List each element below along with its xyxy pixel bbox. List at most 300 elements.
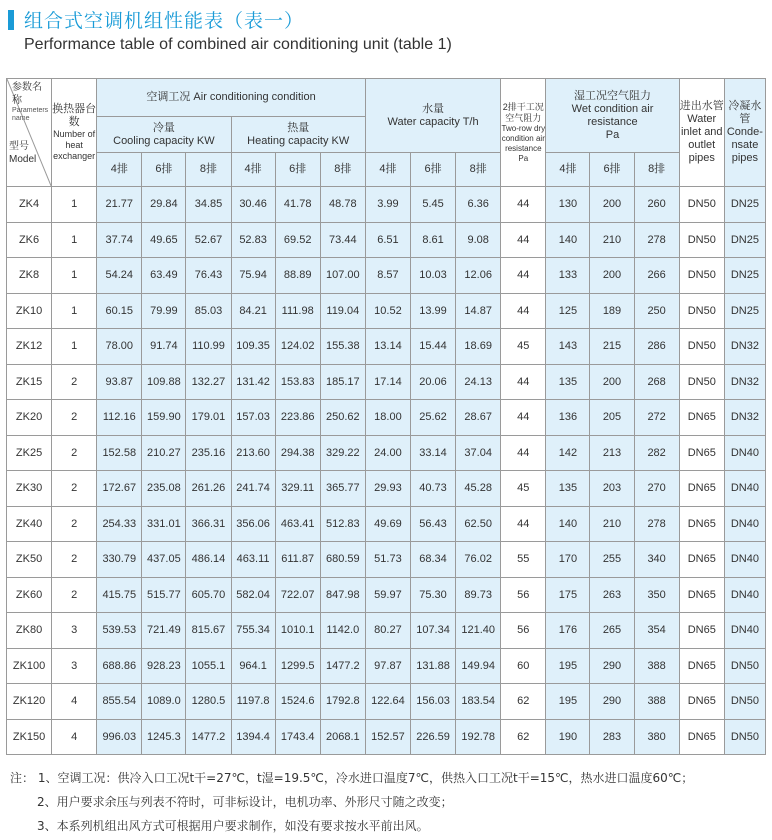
- cell-wet-4row: 133: [546, 258, 590, 294]
- cell-water-6row: 156.03: [410, 684, 455, 720]
- cell-water-6row: 8.61: [410, 222, 455, 258]
- cell-cooling-4row: 415.75: [97, 577, 142, 613]
- header-heating-4row: 4排: [231, 153, 275, 187]
- cell-condensate-pipe: DN50: [724, 684, 765, 720]
- cell-condensate-pipe: DN32: [724, 400, 765, 436]
- cell-model: ZK8: [7, 258, 52, 294]
- cell-water-4row: 17.14: [365, 364, 410, 400]
- header-cooling-cn: 冷量: [152, 121, 175, 134]
- cell-dry-resistance: 44: [501, 187, 546, 223]
- cell-inlet-pipe: DN65: [679, 542, 724, 578]
- cell-water-4row: 97.87: [365, 648, 410, 684]
- header-condensate-pipes: [724, 79, 765, 187]
- cell-water-8row: 28.67: [456, 400, 501, 436]
- cell-condensate-pipe: DN32: [724, 329, 765, 365]
- cell-condensate-pipe: DN50: [724, 648, 765, 684]
- cell-cooling-8row: 486.14: [186, 542, 231, 578]
- table-row: [7, 542, 766, 578]
- cell-cooling-4row: 54.24: [97, 258, 142, 294]
- cell-inlet-pipe: DN65: [679, 648, 724, 684]
- cell-water-6row: 25.62: [410, 400, 455, 436]
- cell-exchanger-count: 1: [52, 293, 97, 329]
- cell-wet-8row: 380: [634, 719, 679, 755]
- cell-cooling-4row: 93.87: [97, 364, 142, 400]
- table-row: [7, 613, 766, 649]
- cell-exchanger-count: 2: [52, 364, 97, 400]
- cell-water-6row: 15.44: [410, 329, 455, 365]
- cell-exchanger-count: 1: [52, 187, 97, 223]
- cell-cooling-6row: 1245.3: [142, 719, 186, 755]
- header-water-en: Water capacity T/h: [387, 115, 479, 128]
- header-exchanger-cn: 换热器台数: [52, 103, 97, 128]
- cell-model: ZK80: [7, 613, 52, 649]
- cell-cooling-4row: 78.00: [97, 329, 142, 365]
- cell-heating-6row: 294.38: [275, 435, 320, 471]
- table-row: [7, 471, 766, 507]
- cell-water-8row: 121.40: [456, 613, 501, 649]
- table-row: [7, 187, 766, 223]
- cell-water-8row: 62.50: [456, 506, 501, 542]
- cell-wet-6row: 205: [590, 400, 634, 436]
- cell-heating-4row: 1197.8: [231, 684, 275, 720]
- cell-water-4row: 59.97: [365, 577, 410, 613]
- cell-inlet-pipe: DN50: [679, 187, 724, 223]
- note-1: 注： 1、空调工况：供冷入口工况t干=27℃，t湿=19.5℃，冷水进口温度7℃，供热入口工况t干=15℃，热水进口温度60℃；: [10, 771, 694, 785]
- cell-water-4row: 29.93: [365, 471, 410, 507]
- cell-heating-4row: 213.60: [231, 435, 275, 471]
- table-body: [7, 187, 766, 755]
- cell-heating-6row: 88.89: [275, 258, 320, 294]
- header-ac-condition: 空调工况 Air conditioning condition: [97, 79, 366, 117]
- cell-model: ZK20: [7, 400, 52, 436]
- cell-inlet-pipe: DN65: [679, 613, 724, 649]
- cell-water-8row: 6.36: [456, 187, 501, 223]
- table-row: [7, 364, 766, 400]
- cell-heating-6row: 223.86: [275, 400, 320, 436]
- cell-cooling-6row: 79.99: [142, 293, 186, 329]
- cell-exchanger-count: 2: [52, 400, 97, 436]
- cell-cooling-6row: 928.23: [142, 648, 186, 684]
- header-water-4row: 4排: [365, 153, 410, 187]
- cell-cooling-6row: 210.27: [142, 435, 186, 471]
- cell-cooling-8row: 605.70: [186, 577, 231, 613]
- cell-condensate-pipe: DN40: [724, 435, 765, 471]
- cell-condensate-pipe: DN40: [724, 577, 765, 613]
- cell-model: ZK40: [7, 506, 52, 542]
- cell-water-6row: 33.14: [410, 435, 455, 471]
- cell-condensate-pipe: DN25: [724, 187, 765, 223]
- table-row: [7, 435, 766, 471]
- cell-cooling-4row: 254.33: [97, 506, 142, 542]
- cell-cooling-4row: 21.77: [97, 187, 142, 223]
- cell-water-8row: 14.87: [456, 293, 501, 329]
- cell-heating-8row: 185.17: [320, 364, 365, 400]
- cell-cooling-6row: 437.05: [142, 542, 186, 578]
- cell-cooling-8row: 235.16: [186, 435, 231, 471]
- cell-cooling-4row: 539.53: [97, 613, 142, 649]
- cell-wet-6row: 265: [590, 613, 634, 649]
- cell-wet-8row: 282: [634, 435, 679, 471]
- cell-cooling-4row: 330.79: [97, 542, 142, 578]
- cell-cooling-4row: 172.67: [97, 471, 142, 507]
- cell-water-4row: 51.73: [365, 542, 410, 578]
- cell-cooling-4row: 152.58: [97, 435, 142, 471]
- cell-heating-4row: 1394.4: [231, 719, 275, 755]
- header-heating-6row: 6排: [275, 153, 320, 187]
- cell-heating-8row: 73.44: [320, 222, 365, 258]
- cell-heating-8row: 119.04: [320, 293, 365, 329]
- cell-cooling-8row: 366.31: [186, 506, 231, 542]
- cell-heating-8row: 1477.2: [320, 648, 365, 684]
- cell-exchanger-count: 2: [52, 471, 97, 507]
- cell-heating-4row: 75.94: [231, 258, 275, 294]
- page-title-cn: 组合式空调机组性能表（表一）: [24, 10, 305, 32]
- table-row: [7, 222, 766, 258]
- cell-cooling-6row: 63.49: [142, 258, 186, 294]
- cell-dry-resistance: 44: [501, 222, 546, 258]
- cell-wet-6row: 283: [590, 719, 634, 755]
- cell-wet-6row: 290: [590, 648, 634, 684]
- cell-water-4row: 18.00: [365, 400, 410, 436]
- cell-dry-resistance: 44: [501, 293, 546, 329]
- cell-heating-8row: 847.98: [320, 577, 365, 613]
- cell-wet-6row: 200: [590, 258, 634, 294]
- cell-wet-6row: 263: [590, 577, 634, 613]
- cell-heating-4row: 109.35: [231, 329, 275, 365]
- cell-heating-8row: 329.22: [320, 435, 365, 471]
- header-dry-cn: 2排干工况空气阻力: [502, 101, 544, 123]
- header-wet-unit: Pa: [605, 128, 620, 141]
- cell-heating-8row: 107.00: [320, 258, 365, 294]
- cell-heating-4row: 356.06: [231, 506, 275, 542]
- cell-heating-4row: 30.46: [231, 187, 275, 223]
- cell-inlet-pipe: DN50: [679, 222, 724, 258]
- cell-wet-4row: 142: [546, 435, 590, 471]
- header-model-en: Model: [9, 154, 37, 165]
- cell-heating-6row: 124.02: [275, 329, 320, 365]
- cell-water-4row: 13.14: [365, 329, 410, 365]
- cell-heating-6row: 463.41: [275, 506, 320, 542]
- cell-exchanger-count: 4: [52, 719, 97, 755]
- cell-water-8row: 76.02: [456, 542, 501, 578]
- cell-wet-8row: 278: [634, 222, 679, 258]
- cell-water-6row: 75.30: [410, 577, 455, 613]
- cell-exchanger-count: 3: [52, 648, 97, 684]
- cell-wet-4row: 130: [546, 187, 590, 223]
- cell-heating-6row: 111.98: [275, 293, 320, 329]
- cell-cooling-8row: 85.03: [186, 293, 231, 329]
- cell-heating-4row: 582.04: [231, 577, 275, 613]
- cell-model: ZK100: [7, 648, 52, 684]
- cell-water-6row: 5.45: [410, 187, 455, 223]
- cell-dry-resistance: 62: [501, 684, 546, 720]
- header-exchanger-en: Number of heat exchanger: [53, 129, 96, 161]
- header-cooling-en: Cooling capacity KW: [113, 134, 215, 147]
- header-wet-8row: 8排: [634, 153, 679, 187]
- cell-wet-4row: 140: [546, 506, 590, 542]
- cell-cooling-8row: 132.27: [186, 364, 231, 400]
- header-water: [365, 79, 500, 153]
- cell-condensate-pipe: DN40: [724, 613, 765, 649]
- cell-water-6row: 68.34: [410, 542, 455, 578]
- cell-wet-8row: 350: [634, 577, 679, 613]
- cell-wet-8row: 272: [634, 400, 679, 436]
- cell-wet-6row: 290: [590, 684, 634, 720]
- cell-heating-6row: 1524.6: [275, 684, 320, 720]
- cell-wet-4row: 176: [546, 613, 590, 649]
- cell-wet-6row: 189: [590, 293, 634, 329]
- cell-wet-4row: 135: [546, 364, 590, 400]
- cell-condensate-pipe: DN32: [724, 364, 765, 400]
- cell-exchanger-count: 2: [52, 506, 97, 542]
- cell-exchanger-count: 1: [52, 329, 97, 365]
- cell-cooling-4row: 688.86: [97, 648, 142, 684]
- cell-heating-4row: 131.42: [231, 364, 275, 400]
- cell-dry-resistance: 45: [501, 471, 546, 507]
- header-wet-4row: 4排: [546, 153, 590, 187]
- cell-cooling-8row: 179.01: [186, 400, 231, 436]
- cell-model: ZK150: [7, 719, 52, 755]
- cell-cooling-6row: 49.65: [142, 222, 186, 258]
- cell-wet-8row: 388: [634, 684, 679, 720]
- cell-model: ZK25: [7, 435, 52, 471]
- cell-heating-6row: 611.87: [275, 542, 320, 578]
- cell-heating-4row: 463.11: [231, 542, 275, 578]
- cell-condensate-pipe: DN25: [724, 293, 765, 329]
- header-wet-en: Wet condition air resistance: [571, 102, 654, 128]
- cell-dry-resistance: 55: [501, 542, 546, 578]
- cell-water-8row: 192.78: [456, 719, 501, 755]
- cell-cooling-6row: 91.74: [142, 329, 186, 365]
- cell-wet-4row: 190: [546, 719, 590, 755]
- cell-water-6row: 10.03: [410, 258, 455, 294]
- cell-heating-4row: 241.74: [231, 471, 275, 507]
- cell-heating-4row: 755.34: [231, 613, 275, 649]
- cell-cooling-6row: 235.08: [142, 471, 186, 507]
- header-wet-6row: 6排: [590, 153, 634, 187]
- cell-water-8row: 149.94: [456, 648, 501, 684]
- cell-heating-8row: 155.38: [320, 329, 365, 365]
- cell-heating-6row: 69.52: [275, 222, 320, 258]
- cell-model: ZK30: [7, 471, 52, 507]
- cell-cooling-6row: 159.90: [142, 400, 186, 436]
- cell-wet-4row: 170: [546, 542, 590, 578]
- header-cooling-8row: 8排: [186, 153, 231, 187]
- cell-inlet-pipe: DN50: [679, 293, 724, 329]
- table-row: [7, 293, 766, 329]
- cell-dry-resistance: 62: [501, 719, 546, 755]
- cell-wet-4row: 135: [546, 471, 590, 507]
- cell-heating-6row: 1010.1: [275, 613, 320, 649]
- cell-condensate-pipe: DN40: [724, 506, 765, 542]
- table-row: [7, 648, 766, 684]
- header-corner-cell: [7, 79, 52, 187]
- cell-inlet-pipe: DN50: [679, 364, 724, 400]
- cell-water-4row: 152.57: [365, 719, 410, 755]
- cell-exchanger-count: 2: [52, 435, 97, 471]
- cell-cooling-6row: 109.88: [142, 364, 186, 400]
- cell-heating-8row: 2068.1: [320, 719, 365, 755]
- cell-wet-8row: 266: [634, 258, 679, 294]
- cell-inlet-pipe: DN65: [679, 435, 724, 471]
- header-cooling-4row: 4排: [97, 153, 142, 187]
- table-row: [7, 258, 766, 294]
- cell-wet-6row: 203: [590, 471, 634, 507]
- cell-water-8row: 9.08: [456, 222, 501, 258]
- cell-heating-8row: 48.78: [320, 187, 365, 223]
- cell-water-4row: 80.27: [365, 613, 410, 649]
- cell-dry-resistance: 56: [501, 613, 546, 649]
- cell-inlet-pipe: DN65: [679, 471, 724, 507]
- cell-cooling-8row: 815.67: [186, 613, 231, 649]
- cell-water-6row: 40.73: [410, 471, 455, 507]
- header-params-cn: 参数名称: [12, 82, 42, 106]
- cell-water-4row: 6.51: [365, 222, 410, 258]
- cell-cooling-8row: 110.99: [186, 329, 231, 365]
- cell-heating-6row: 329.11: [275, 471, 320, 507]
- header-water-6row: 6排: [410, 153, 455, 187]
- cell-water-8row: 24.13: [456, 364, 501, 400]
- header-model-cn: 型号: [9, 141, 29, 152]
- cell-wet-8row: 278: [634, 506, 679, 542]
- cell-wet-4row: 125: [546, 293, 590, 329]
- cell-exchanger-count: 1: [52, 222, 97, 258]
- cell-wet-6row: 200: [590, 187, 634, 223]
- cell-inlet-pipe: DN65: [679, 684, 724, 720]
- cell-inlet-pipe: DN65: [679, 577, 724, 613]
- header-inlet-cn: 进出水管: [679, 100, 724, 112]
- table-row: [7, 329, 766, 365]
- cell-water-4row: 49.69: [365, 506, 410, 542]
- cell-water-4row: 3.99: [365, 187, 410, 223]
- cell-water-6row: 226.59: [410, 719, 455, 755]
- cell-inlet-pipe: DN65: [679, 719, 724, 755]
- header-dry-resistance: [501, 79, 546, 187]
- cell-water-6row: 107.34: [410, 613, 455, 649]
- cell-heating-8row: 512.83: [320, 506, 365, 542]
- cell-dry-resistance: 44: [501, 258, 546, 294]
- cell-heating-4row: 84.21: [231, 293, 275, 329]
- cell-wet-6row: 255: [590, 542, 634, 578]
- header-water-8row: 8排: [456, 153, 501, 187]
- cell-water-8row: 18.69: [456, 329, 501, 365]
- header-inlet-pipes: [679, 79, 724, 187]
- cell-model: ZK4: [7, 187, 52, 223]
- note-2: 2、用户要求余压与列表不符时，可非标设计，电机功率、外形尺寸随之改变；: [37, 795, 453, 809]
- cell-cooling-8row: 34.85: [186, 187, 231, 223]
- header-water-cn: 水量: [422, 102, 445, 115]
- cell-water-4row: 24.00: [365, 435, 410, 471]
- cell-wet-8row: 268: [634, 364, 679, 400]
- cell-water-8row: 45.28: [456, 471, 501, 507]
- table-row: [7, 506, 766, 542]
- page-title-en: Performance table of combined air conditioning unit (table 1): [24, 36, 452, 53]
- cell-wet-4row: 175: [546, 577, 590, 613]
- header-wet-cn: 湿工况空气阻力: [574, 89, 652, 102]
- cell-water-6row: 131.88: [410, 648, 455, 684]
- cell-heating-4row: 964.1: [231, 648, 275, 684]
- cell-exchanger-count: 3: [52, 613, 97, 649]
- cell-wet-4row: 143: [546, 329, 590, 365]
- cell-wet-6row: 213: [590, 435, 634, 471]
- cell-wet-6row: 210: [590, 506, 634, 542]
- cell-wet-4row: 140: [546, 222, 590, 258]
- cell-heating-6row: 153.83: [275, 364, 320, 400]
- header-dry-en: Two-row dry condition air resistance Pa: [501, 123, 546, 163]
- cell-dry-resistance: 44: [501, 506, 546, 542]
- cell-wet-8row: 250: [634, 293, 679, 329]
- cell-cooling-4row: 996.03: [97, 719, 142, 755]
- cell-cooling-8row: 52.67: [186, 222, 231, 258]
- cell-dry-resistance: 44: [501, 364, 546, 400]
- cell-cooling-8row: 1055.1: [186, 648, 231, 684]
- cell-cooling-6row: 515.77: [142, 577, 186, 613]
- header-heating: [231, 117, 365, 153]
- cell-cooling-4row: 855.54: [97, 684, 142, 720]
- cell-inlet-pipe: DN65: [679, 506, 724, 542]
- cell-cooling-8row: 261.26: [186, 471, 231, 507]
- cell-water-6row: 56.43: [410, 506, 455, 542]
- cell-wet-6row: 210: [590, 222, 634, 258]
- cell-inlet-pipe: DN50: [679, 258, 724, 294]
- cell-model: ZK6: [7, 222, 52, 258]
- cell-condensate-pipe: DN25: [724, 258, 765, 294]
- cell-condensate-pipe: DN40: [724, 542, 765, 578]
- cell-dry-resistance: 45: [501, 329, 546, 365]
- cell-cooling-4row: 112.16: [97, 400, 142, 436]
- performance-table: [6, 78, 766, 755]
- cell-cooling-8row: 1280.5: [186, 684, 231, 720]
- cell-wet-8row: 340: [634, 542, 679, 578]
- cell-wet-4row: 195: [546, 648, 590, 684]
- cell-heating-6row: 722.07: [275, 577, 320, 613]
- cell-water-4row: 122.64: [365, 684, 410, 720]
- cell-wet-8row: 286: [634, 329, 679, 365]
- cell-exchanger-count: 2: [52, 577, 97, 613]
- cell-dry-resistance: 44: [501, 400, 546, 436]
- cell-model: ZK15: [7, 364, 52, 400]
- cell-wet-6row: 200: [590, 364, 634, 400]
- header-cooling: [97, 117, 231, 153]
- cell-water-8row: 183.54: [456, 684, 501, 720]
- cell-wet-8row: 354: [634, 613, 679, 649]
- header-cooling-6row: 6排: [142, 153, 186, 187]
- header-cond-en: Conde-nsate pipes: [726, 126, 763, 164]
- cell-dry-resistance: 44: [501, 435, 546, 471]
- table-row: [7, 719, 766, 755]
- cell-inlet-pipe: DN50: [679, 329, 724, 365]
- cell-water-8row: 89.73: [456, 577, 501, 613]
- cell-wet-4row: 195: [546, 684, 590, 720]
- cell-condensate-pipe: DN40: [724, 471, 765, 507]
- cell-model: ZK50: [7, 542, 52, 578]
- cell-cooling-8row: 1477.2: [186, 719, 231, 755]
- table-row: [7, 577, 766, 613]
- cell-cooling-6row: 29.84: [142, 187, 186, 223]
- table-row: [7, 684, 766, 720]
- cell-model: ZK60: [7, 577, 52, 613]
- cell-wet-4row: 136: [546, 400, 590, 436]
- cell-water-6row: 20.06: [410, 364, 455, 400]
- cell-wet-6row: 215: [590, 329, 634, 365]
- cell-cooling-6row: 1089.0: [142, 684, 186, 720]
- title-accent-bar: [8, 10, 14, 30]
- cell-heating-6row: 1743.4: [275, 719, 320, 755]
- note-3: 3、本系列机组出风方式可根据用户要求制作，如没有要求按水平前出风。: [37, 819, 429, 833]
- cell-cooling-6row: 331.01: [142, 506, 186, 542]
- cell-cooling-8row: 76.43: [186, 258, 231, 294]
- header-heating-8row: 8排: [320, 153, 365, 187]
